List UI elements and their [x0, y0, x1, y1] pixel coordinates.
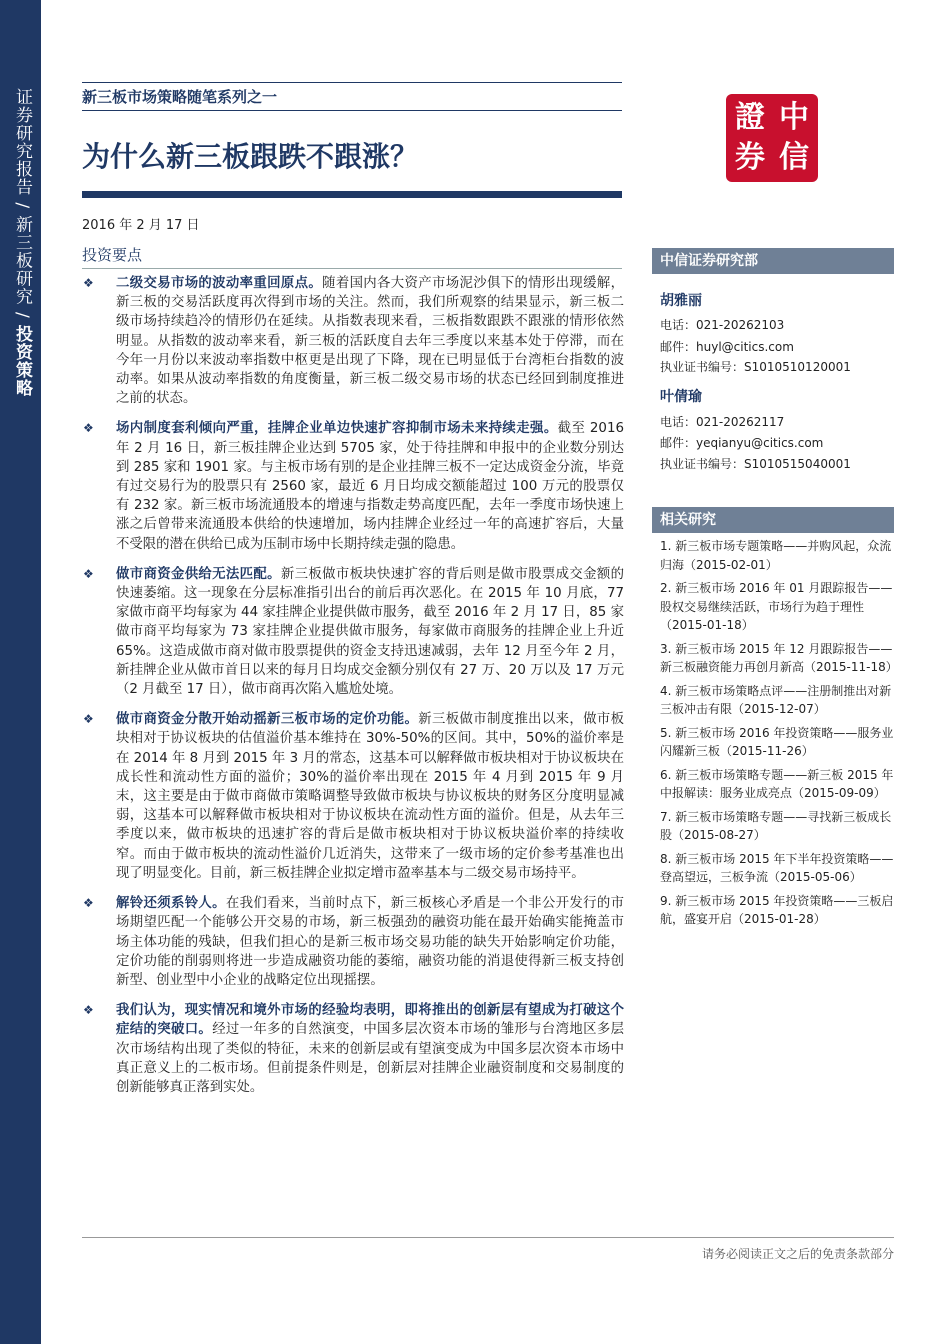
- related-item[interactable]: 6. 新三板市场策略专题——新三板 2015 年中报解读：服务业成亮点（2015-09-09）: [660, 767, 894, 800]
- sidebar-line1: 证券研究报告 / 新三板研究 /: [12, 88, 32, 326]
- highlight-lead: 解铃还须系铃人。: [116, 896, 226, 912]
- sidebar-line2: 投资策略: [12, 325, 32, 398]
- footer-disclaimer: 请务必阅读正文之后的免责条款部分: [701, 1247, 894, 1261]
- section-rule: [82, 268, 622, 269]
- analyst-1-name: 胡雅丽: [660, 293, 702, 309]
- citic-securities-logo: [726, 94, 818, 182]
- highlight-item: [82, 419, 624, 553]
- highlight-item: [82, 710, 624, 883]
- diamond-bullet-icon: ❖: [83, 566, 94, 581]
- logo-char-2: 中: [779, 100, 809, 135]
- top-rule: [82, 82, 622, 83]
- highlight-body: 截至 2016 年 2 月 16 日，新三板挂牌企业达到 5705 家，处于待挂牌和申报中的企业数分别达到 285 家和 1901 家。与主板市场有别的是企业挂牌三板不一定达成资金分流，毕竟有过交易行为的股票只有 2560 家，最近 6 月日均成交额能超过 100 万元的股票仅有 232 家。新三板市场流通股本的增速与指数走势高度匹配，去年一季度市场快速上涨之后曾带来流通股本供给的快速增加，场内挂牌企业经过一年的高速扩容后，大量不受限的潜在供给已成为压制市场中长期持续走强的隐患。: [116, 421, 624, 552]
- title-rule: [82, 191, 622, 198]
- diamond-bullet-icon: ❖: [83, 712, 94, 727]
- related-item[interactable]: 8. 新三板市场 2015 年下半年投资策略——登高望远，三板争流（2015-05-06）: [660, 851, 894, 884]
- logo-char-1: 證: [735, 100, 765, 135]
- diamond-bullet-icon: ❖: [83, 421, 94, 436]
- page-title: 为什么新三板跟跌不跟涨？: [82, 140, 419, 173]
- highlight-body: 新三板做市制度推出以来，做市板块相对于协议板块的估值溢价基本维持在 30%-50%的区间。其中，50%的溢价率是在 2014 年 8 月到 2015 年 3 月的常态，这基本可以解释做市板块相对于协议板块在成长性和流动性方面的溢价；30%的溢价率出现在 2015 年 4 月到 2015 年 9 月末，这主要是由于做市商做市策略调整导致做市板块与协议板块的财务区分度明显减弱，这基本可以解释做市板块相对于协议板块在流动性方面的溢价。但是，从去年三季度以来，做市板块的迅速扩容的背后是做市板块相对于协议板块溢价率的持续收窄。而由于做市板块的流动性溢价几近消失，这带来了一级市场的定价参考基准也出现了明显变化。目前，新三板挂牌企业拟定增市盈率基本与二级交易市场持平。: [116, 712, 625, 881]
- research-dept-heading: 中信证券研究部: [652, 248, 894, 274]
- related-item[interactable]: 5. 新三板市场 2016 年投资策略——服务业闪耀新三板（2015-11-26）: [660, 725, 894, 758]
- highlight-lead: 做市商资金供给无法匹配。: [116, 566, 281, 582]
- analyst-2-name: 叶倩瑜: [660, 389, 702, 405]
- highlight-lead: 做市商资金分散开始动摇新三板市场的定价功能。: [116, 712, 419, 728]
- highlight-lead: 我们认为，现实情况和境外市场的经验均表明，即将推出的创新层有望成为打破这个症结的突破口。: [116, 1003, 624, 1038]
- analyst-2-phone: 电话：021-20262117: [660, 415, 785, 429]
- highlight-body: 随着国内各大资产市场泥沙俱下的情形出现缓解，新三板的交易活跃度再次得到市场的关注。然而，我们所观察的结果显示，新三板二级市场持续趋冷的情形仍在延续。从指数表现来看，三板指数跟跌不跟涨的情形依然明显。从指数的波动率来看，新三板的活跃度自去年三季度以来基本处于停滞，而在今年一月份以来波动率指数中枢更是出现了下降，现在已明显低于台湾柜台指数的波动率。如果从波动率指数的角度衡量，新三板二级交易市场的状态已经回到制度推进之前的状态。: [116, 276, 625, 407]
- highlight-body: 在我们看来，当前时点下，新三板核心矛盾是一个非公开发行的市场期望匹配一个能够公开交易的市场，新三板强劲的融资功能在最开始确实能掩盖市场主体功能的残缺，但我们担心的是新三板市场交易功能的缺失开始影响定价功能，定价功能的削弱则将进一步造成融资功能的萎缩，融资功能的消退使得新三板支持创新型、创业型中小企业的战略定位出现摇摆。: [116, 896, 625, 988]
- sidebar-report-type: [10, 88, 32, 397]
- related-research-list: [652, 537, 898, 934]
- related-item[interactable]: 9. 新三板市场 2015 年投资策略——三板启航，盛宴开启（2015-01-28）: [660, 893, 894, 926]
- highlight-lead: 场内制度套利倾向严重，挂牌企业单边快速扩容抑制市场未来持续走强。: [116, 421, 558, 437]
- highlight-item: [82, 894, 624, 990]
- related-item[interactable]: 3. 新三板市场 2015 年 12 月跟踪报告——新三板融资能力再创月新高（2015-11-18）: [660, 641, 898, 674]
- logo-char-3: 券: [735, 140, 765, 175]
- analyst-2-email[interactable]: 邮件：yeqianyu@citics.com: [660, 436, 824, 450]
- diamond-bullet-icon: ❖: [83, 1003, 94, 1018]
- logo-char-4: 信: [779, 140, 809, 175]
- analyst-1-cert: 执业证书编号：S1010510120001: [660, 360, 851, 374]
- diamond-bullet-icon: ❖: [83, 896, 94, 911]
- related-item[interactable]: 7. 新三板市场策略专题——寻找新三板成长股（2015-08-27）: [660, 809, 892, 842]
- series-rule: [82, 110, 622, 111]
- related-item[interactable]: 2. 新三板市场 2016 年 01 月跟踪报告——股权交易继续活跃，市场行为趋于理性（2015-01-18）: [660, 581, 893, 632]
- left-sidebar: [0, 0, 41, 1344]
- analyst-1-email[interactable]: 邮件：huyl@citics.com: [660, 340, 794, 354]
- footer-rule: [82, 1237, 894, 1238]
- section-heading: 投资要点: [82, 246, 143, 264]
- analyst-2-cert: 执业证书编号：S1010515040001: [660, 457, 851, 471]
- highlight-item: [82, 565, 624, 699]
- highlight-body: 经过一年多的自然演变，中国多层次资本市场的雏形与台湾地区多层次市场结构出现了类似的特征，未来的创新层或有望演变成为中国多层次资本市场中真正意义上的二板市场。但前提条件则是，创新层对挂牌企业融资制度和交易制度的创新能够真正落到实处。: [116, 1022, 625, 1095]
- diamond-bullet-icon: ❖: [83, 276, 94, 290]
- highlight-item: [82, 1001, 624, 1097]
- series-name: 新三板市场策略随笔系列之一: [82, 88, 278, 106]
- related-research-heading: 相关研究: [652, 507, 894, 533]
- report-date: 2016 年 2 月 17 日: [82, 218, 200, 233]
- investment-highlights: [82, 274, 624, 1108]
- related-item[interactable]: 4. 新三板市场策略点评——注册制推出对新三板冲击有限（2015-12-07）: [660, 683, 892, 716]
- highlight-lead: 二级交易市场的波动率重回原点。: [116, 276, 323, 291]
- highlight-item: [82, 274, 624, 408]
- related-item[interactable]: 1. 新三板市场专题策略——并购风起，众流归海（2015-02-01）: [660, 539, 892, 572]
- highlight-body: 新三板做市板块快速扩容的背后则是做市股票成交金额的快速萎缩。这一现象在分层标准指引出台的前后再次恶化。在 2015 年 10 月底，77 家做市商平均每家为 44 家挂牌企业提供做市服务，截至 2016 年 2 月 17 日，85 家做市商平均每家为 73 家挂牌企业提供做市服务，每家做市商服务的挂牌企业上升近 65%。这造成做市商对做市股票提供的资金支持迅速减弱，去年 12 月至今年 2 月，新挂牌企业从做市首日以来的每月日均成交金额分别仅有 27 万、20 万以及 17 万元（2 月截至 17 日），做市商再次陷入尴尬处境。: [116, 566, 625, 698]
- analyst-1-phone: 电话：021-20262103: [660, 318, 785, 332]
